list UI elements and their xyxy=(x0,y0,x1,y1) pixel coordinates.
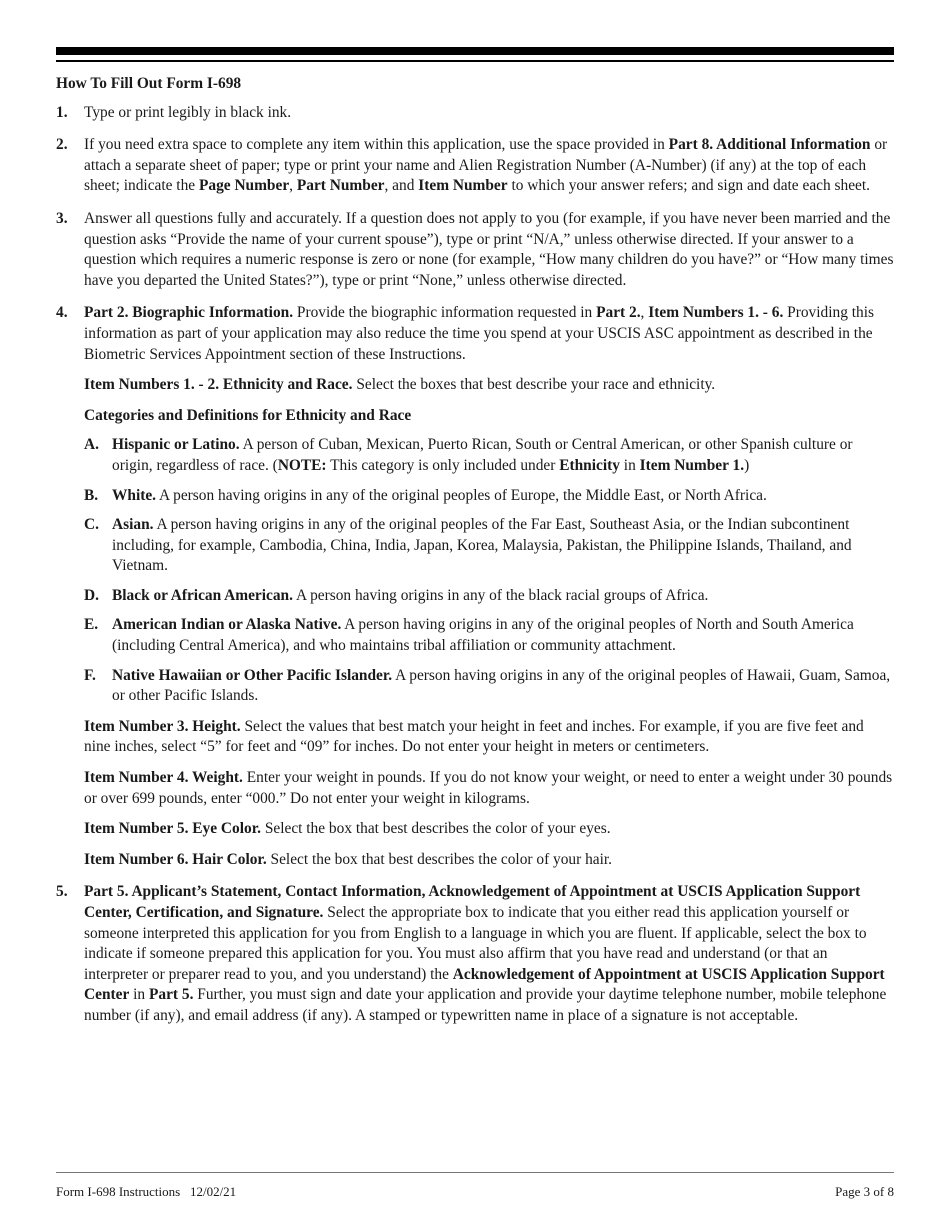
ethnicity-race-paragraph: Item Numbers 1. - 2. Ethnicity and Race. Select the boxes that best describe your race and ethnicity. xyxy=(84,376,716,394)
category-e: E. American Indian or Alaska Native. A person having origins in any of the original peoples of North and South America (including Central America), and who maintains tribal affiliation or community attachment. xyxy=(84,616,854,655)
item-number: 5. xyxy=(56,883,68,901)
item-number: 4. xyxy=(56,304,68,322)
header-rule-thin xyxy=(56,60,894,62)
biographic-intro: Part 2. Biographic Information. Provide the biographic information requested in Part 2., Item Numbers 1. - 6. Providing this information as part of your application may also reduce the time you spend at your USCIS ASC appointment as described in the Biometric Services Appointment section of these Instructions. xyxy=(84,304,874,363)
item-number: 3. xyxy=(56,209,68,227)
footer-rule xyxy=(56,1172,894,1173)
header-rule-thick xyxy=(56,47,894,55)
instructions-content xyxy=(56,74,894,1039)
instruction-item-2 xyxy=(56,135,894,197)
category-d: D. Black or African American. A person having origins in any of the black racial groups of Africa. xyxy=(84,586,709,604)
section-heading: How To Fill Out Form I-698 xyxy=(56,75,242,92)
instruction-item-3 xyxy=(56,209,894,291)
height-paragraph: Item Number 3. Height. Select the values that best match your height in feet and inches. For example, if you are five feet and nine inches, select “5” for feet and “09” for inches. Do not enter your height in meters or centimeters. xyxy=(84,717,864,756)
item-number: 1. xyxy=(56,103,68,121)
category-a: A. Hispanic or Latino. A person of Cuban, Mexican, Puerto Rican, South or Central American, or other Spanish culture or origin, regardless of race. (NOTE: This category is only included under Ethnicity in Item Number 1.) xyxy=(84,436,853,474)
instruction-item-5 xyxy=(56,882,894,1026)
item-number: 2. xyxy=(56,136,68,154)
category-f: F. Native Hawaiian or Other Pacific Islander. A person having origins in any of the original peoples of Hawaii, Guam, Samoa, or other Pacific Islands. xyxy=(84,666,891,705)
item-text: Answer all questions fully and accurately. If a question does not apply to you (for example, if you have never been married and the question asks “Provide the name of your current spouse”), type or print “N/A,” unless otherwise directed. If your answer to a question which requires a numeric response is zero or none (for example, “How many children do you have?” or “How many times have you departed the United States?”), type or print “None,” unless otherwise directed. xyxy=(84,209,894,289)
item-text: If you need extra space to complete any item within this application, use the space provided in Part 8. Additional Information or attach a separate sheet of paper; type or print your name and Alien Registration Number (A-Number) (if any) at the top of each sheet; indicate the Page Number, Part Number, and Item Number to which your answer refers; and sign and date each sheet. xyxy=(84,136,888,195)
item-text: Type or print legibly in black ink. xyxy=(84,103,292,121)
instruction-item-1 xyxy=(56,103,894,124)
item-body xyxy=(84,303,894,870)
hair-color-paragraph: Item Number 6. Hair Color. Select the box that best describes the color of your hair. xyxy=(84,850,613,868)
eye-color-paragraph: Item Number 5. Eye Color. Select the box that best describes the color of your eyes. xyxy=(84,820,611,838)
item-text: Part 5. Applicant’s Statement, Contact Information, Acknowledgement of Appointment at USCIS Application Support Center, Certification, and Signature. Select the appropriate box to indicate that you either read this application yourself or someone interpreted this application for you from English to a language in which you are fluent. If applicable, select the box to indicate if someone prepared this application for you. You must also affirm that you have read and understand (or that an interpreter or preparer read to you, and you understand) the Acknowledgement of Appointment at USCIS Application Support Center in Part 5. Further, you must sign and date your application and provide your daytime telephone number, mobile telephone number (if any), and email address (if any). A stamped or typewritten name in place of a signature is not acceptable. xyxy=(84,883,887,1024)
category-c: C. Asian. A person having origins in any of the original peoples of the Far East, Southeast Asia, or the Indian subcontinent including, for example, Cambodia, China, India, Japan, Korea, Malaysia, Pakistan, the Philippine Islands, Thailand, and Vietnam. xyxy=(84,516,852,575)
category-b: B. White. A person having origins in any of the original peoples of Europe, the Middle East, or North Africa. xyxy=(84,486,767,504)
instruction-item-4 xyxy=(56,303,894,870)
footer-page-number: Page 3 of 8 xyxy=(835,1184,894,1199)
categories-heading: Categories and Definitions for Ethnicity and Race xyxy=(84,406,412,424)
footer-form-info: Form I-698 Instructions 12/02/21 xyxy=(56,1184,237,1199)
weight-paragraph: Item Number 4. Weight. Enter your weight in pounds. If you do not know your weight, or need to enter a weight under 30 pounds or over 699 pounds, enter “000.” Do not enter your weight in kilograms. xyxy=(84,769,893,807)
